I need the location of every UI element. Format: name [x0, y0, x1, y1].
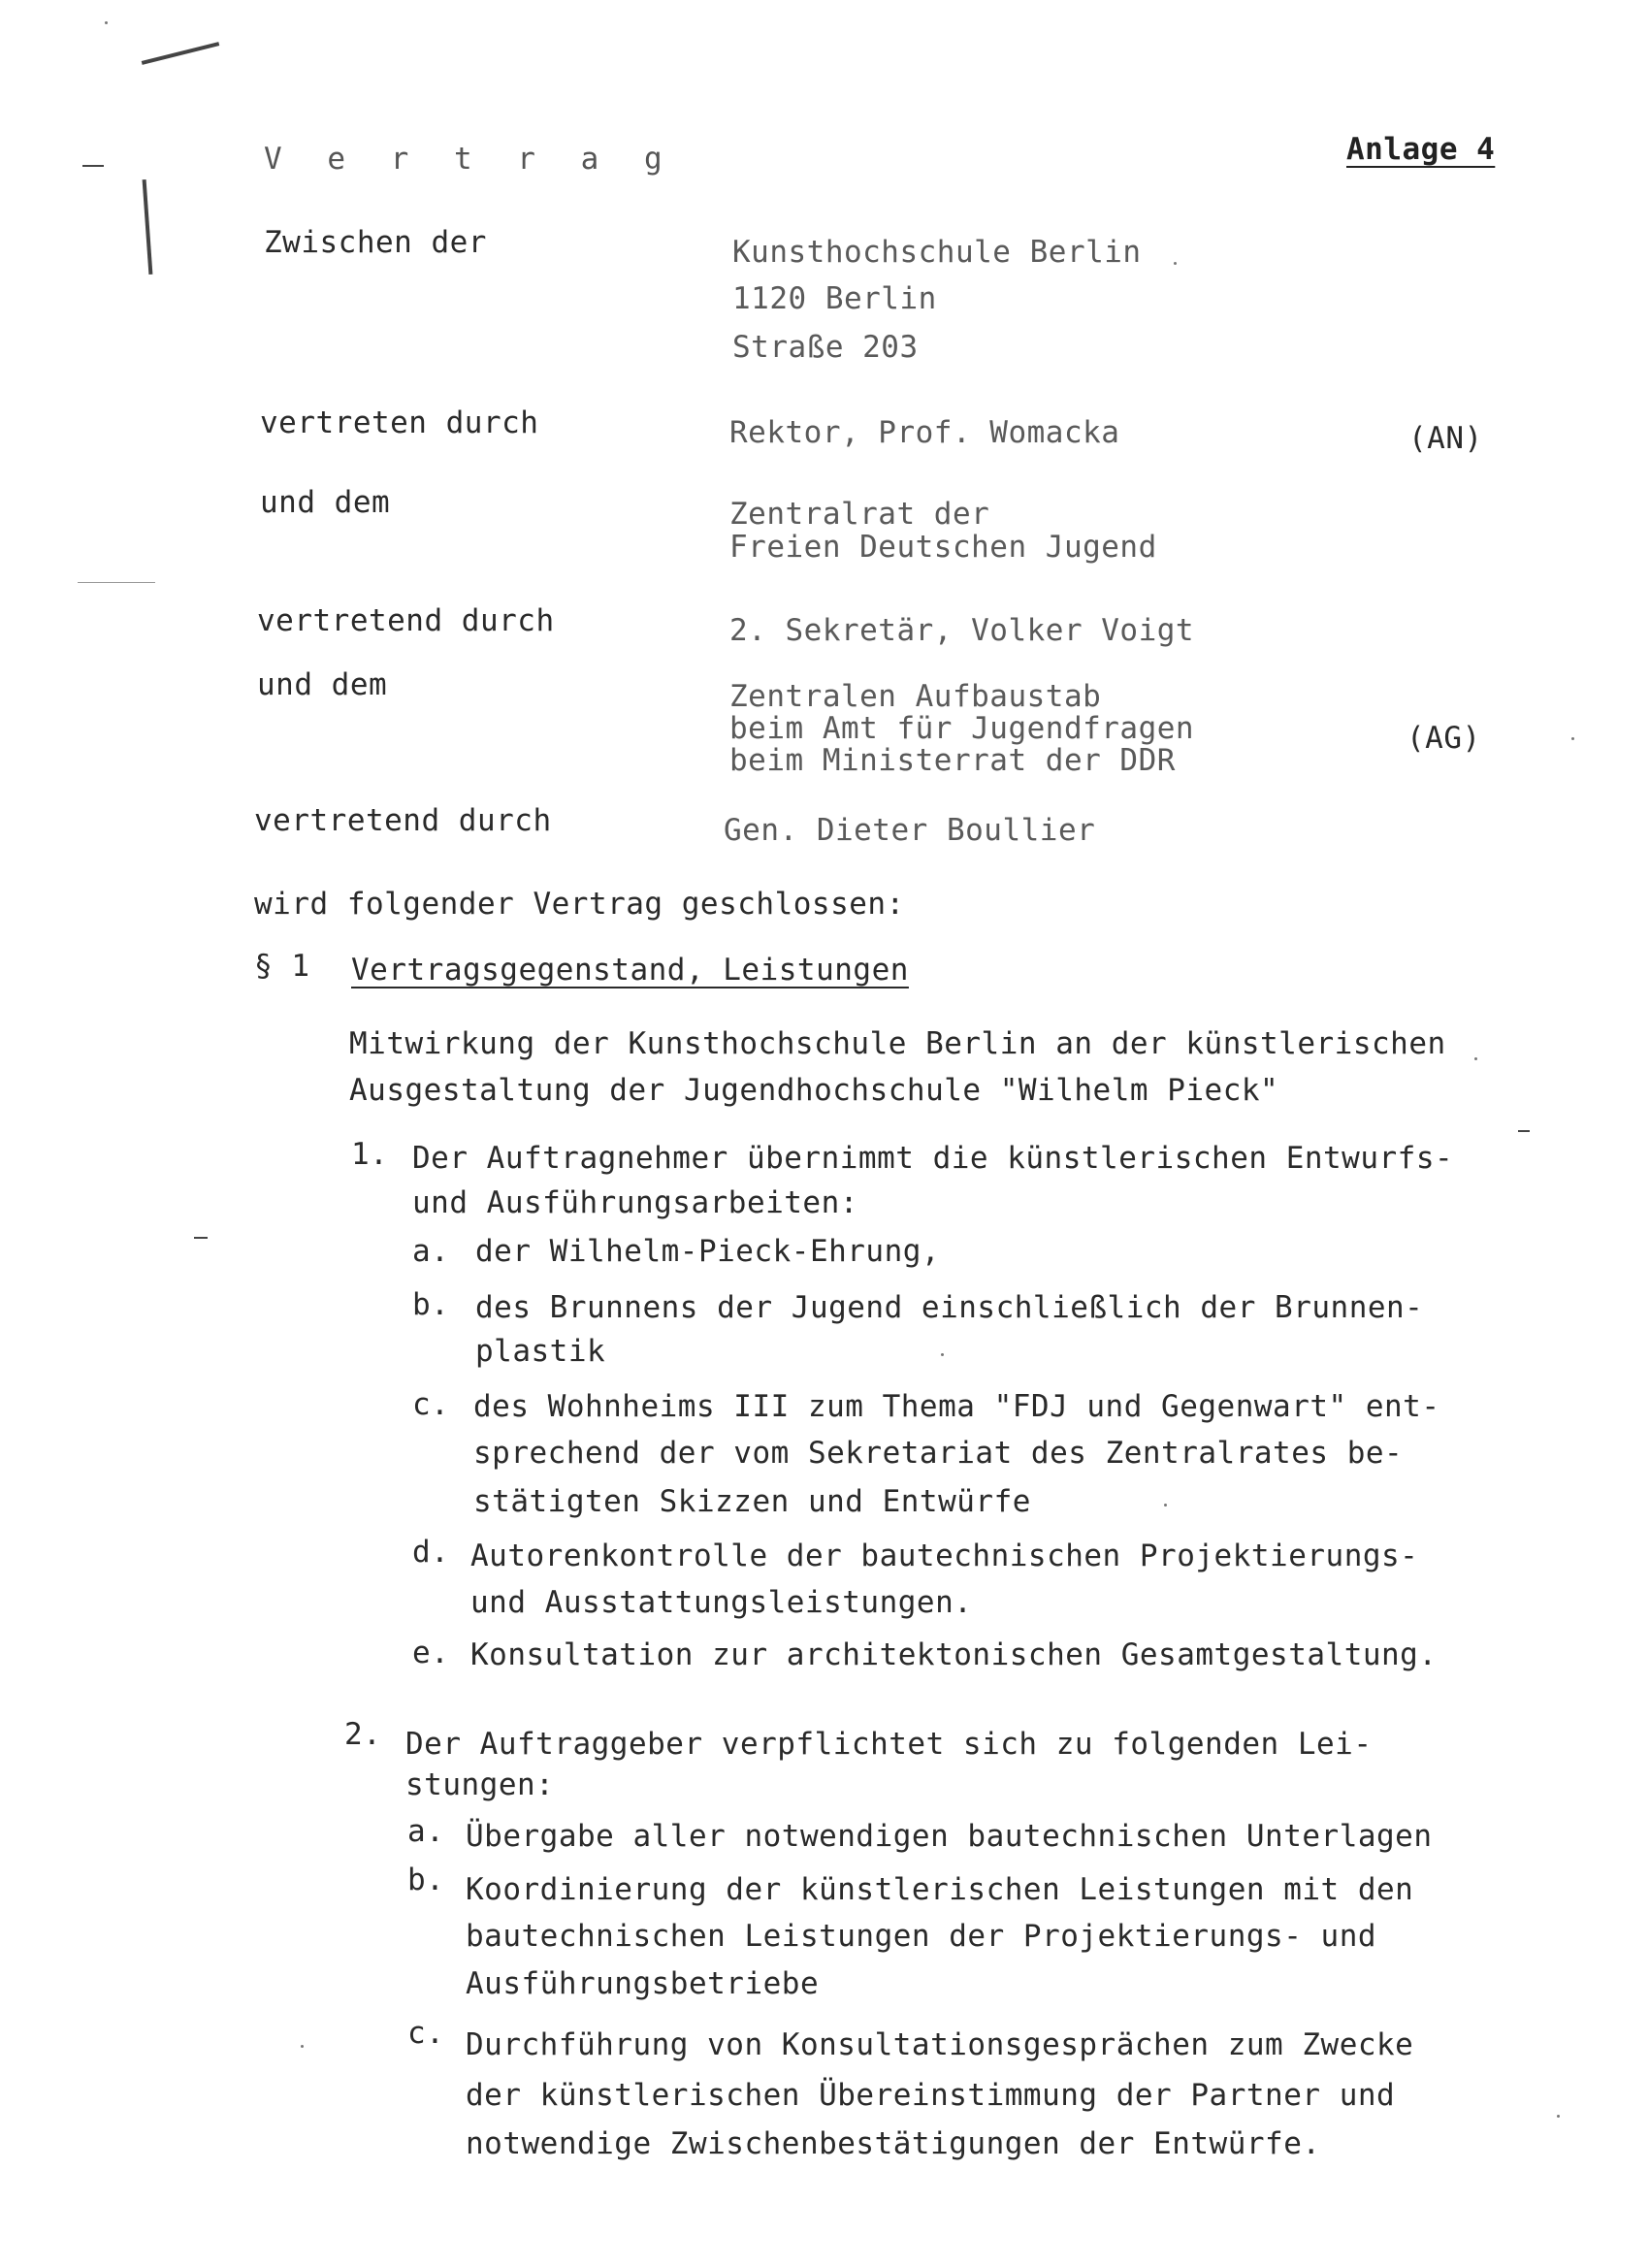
item2c-label: c.: [407, 2016, 445, 2051]
party3-name-line1: Zentralen Aufbaustab: [729, 679, 1102, 714]
item1d-label: d.: [412, 1535, 450, 1570]
margin-dash: [78, 582, 155, 583]
item1a-text: der Wilhelm-Pieck-Ehrung,: [475, 1234, 941, 1269]
speck: [941, 1353, 944, 1356]
represented-label-3: vertretend durch: [254, 803, 552, 838]
item1c-label: c.: [412, 1387, 450, 1422]
speck: [1164, 1504, 1167, 1507]
punch-mark-top: [143, 179, 153, 275]
party1-representative: Rektor, Prof. Womacka: [729, 415, 1120, 450]
item2c-line2: der künstlerischen Übereinstimmung der Partner und: [466, 2078, 1396, 2113]
party2-name-line2: Freien Deutschen Jugend: [729, 530, 1157, 565]
speck: [1571, 737, 1574, 740]
client-tag: (AG): [1406, 721, 1481, 756]
item1-number: 1.: [351, 1137, 389, 1172]
represented-label-2: vertretend durch: [257, 603, 555, 638]
and-label-2: und dem: [257, 667, 388, 702]
and-label-1: und dem: [260, 485, 391, 520]
item2-line2: stungen:: [405, 1767, 555, 1802]
staple-mark: [142, 42, 220, 65]
item1b-line1: des Brunnens der Jugend einschließlich der Brunnen-: [475, 1290, 1424, 1325]
item1d-line2: und Ausstattungsleistungen.: [470, 1585, 973, 1620]
item1b-label: b.: [412, 1287, 450, 1322]
party1-city: 1120 Berlin: [732, 281, 937, 316]
item2c-line1: Durchführung von Konsultationsgesprächen zum Zwecke: [466, 2027, 1414, 2062]
represented-label: vertreten durch: [260, 405, 539, 440]
item2b-line2: bautechnischen Leistungen der Projektierungs- und: [466, 1919, 1377, 1954]
speck: [301, 2045, 304, 2048]
item2b-line3: Ausführungsbetriebe: [466, 1966, 820, 2001]
party3-name-line2: beim Amt für Jugendfragen: [729, 711, 1195, 746]
item1c-line3: stätigten Skizzen und Entwürfe: [473, 1484, 1031, 1519]
item1e-text: Konsultation zur architektonischen Gesamtgestaltung.: [470, 1637, 1438, 1672]
document-title: V e r t r a g: [264, 142, 676, 177]
item2a-text: Übergabe aller notwendigen bautechnischen Unterlagen: [466, 1819, 1433, 1854]
party1-name: Kunsthochschule Berlin: [732, 235, 1142, 270]
item1a-label: a.: [412, 1234, 450, 1269]
item1d-line1: Autorenkontrolle der bautechnischen Projektierungs-: [470, 1539, 1419, 1573]
section-description-line2: Ausgestaltung der Jugendhochschule "Wilhelm Pieck": [349, 1073, 1279, 1108]
speck: [105, 21, 108, 24]
item2-number: 2.: [344, 1717, 382, 1752]
party3-name-line3: beim Ministerrat der DDR: [729, 743, 1176, 778]
party2-representative: 2. Sekretär, Volker Voigt: [729, 613, 1195, 648]
speck: [1557, 2115, 1560, 2118]
between-label: Zwischen der: [264, 225, 487, 260]
party1-street: Straße 203: [732, 330, 919, 365]
speck: [1174, 262, 1177, 265]
item1c-line1: des Wohnheims III zum Thema "FDJ und Gegenwart" ent-: [473, 1389, 1440, 1424]
annex-label: Anlage 4: [1346, 132, 1496, 167]
item2c-line3: notwendige Zwischenbestätigungen der Entwürfe.: [466, 2126, 1321, 2161]
section-heading: Vertragsgegenstand, Leistungen: [351, 953, 909, 988]
item1c-line2: sprechend der vom Sekretariat des Zentralrates be-: [473, 1436, 1404, 1471]
party2-name-line1: Zentralrat der: [729, 497, 990, 532]
item1e-label: e.: [412, 1636, 450, 1670]
item1-line1: Der Auftragnehmer übernimmt die künstlerischen Entwurfs-: [412, 1141, 1454, 1176]
speck: [1474, 1057, 1477, 1060]
item1b-line2: plastik: [475, 1334, 606, 1369]
section-description-line1: Mitwirkung der Kunsthochschule Berlin an der künstlerischen: [349, 1026, 1446, 1061]
contractor-tag: (AN): [1408, 421, 1483, 456]
margin-dash: [82, 165, 104, 167]
item2b-line1: Koordinierung der künstlerischen Leistungen mit den: [466, 1872, 1414, 1907]
party3-representative: Gen. Dieter Boullier: [724, 813, 1096, 848]
item1-line2: und Ausführungsarbeiten:: [412, 1185, 858, 1220]
item2a-label: a.: [407, 1814, 445, 1849]
margin-dash: [194, 1237, 208, 1239]
section-number: § 1: [254, 949, 310, 984]
intro-sentence: wird folgender Vertrag geschlossen:: [254, 887, 905, 922]
item2b-label: b.: [407, 1863, 445, 1897]
margin-dash: [1518, 1130, 1530, 1132]
item2-line1: Der Auftraggeber verpflichtet sich zu folgenden Lei-: [405, 1727, 1373, 1762]
